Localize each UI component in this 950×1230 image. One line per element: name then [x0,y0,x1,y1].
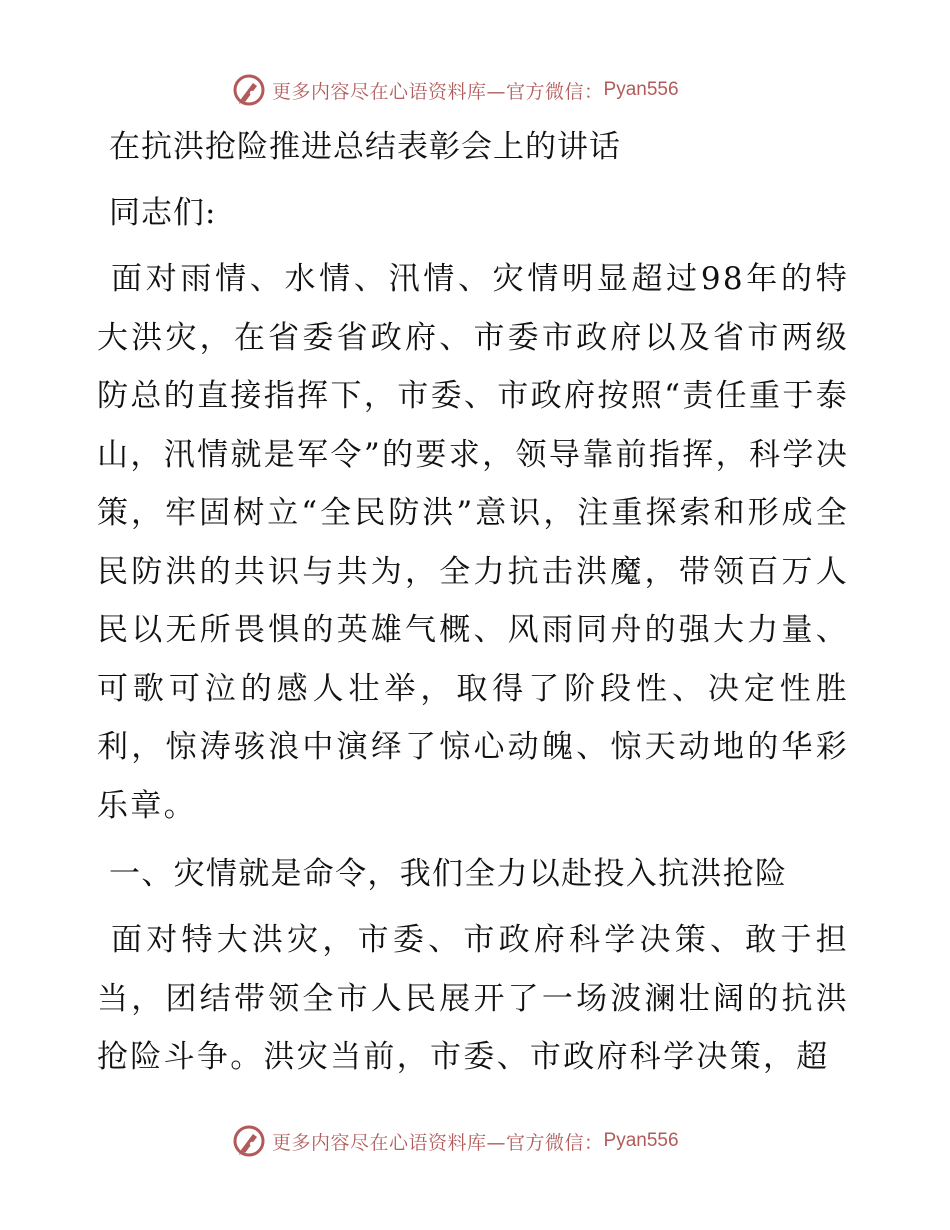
paragraph-1: 面对雨情、水情、汛情、灾情明显超过98年的特大洪灾，在省委省政府、市委市政府以及省市两级防总的直接指挥下，市委、市政府按照“责任重于泰山，汛情就是军令”的要求，领导靠前指挥，科学决策，牢固树立“全民防洪”意识，注重探索和形成全民防洪的共识与共为，全力抗击洪魔，带领百万人民以无所畏惧的英雄气概、风雨同舟的强大力量、可歌可泣的感人壮举，取得了阶段性、决定性胜利，惊涛骇浪中演绎了惊心动魄、惊天动地的华彩乐章。 [97,261,849,824]
document-body [97,118,849,1087]
watermark-wechat-id: Pyan556 [603,79,679,100]
footer-watermark [232,1123,679,1159]
header-watermark [232,72,679,108]
document-title: 在抗洪抢险推进总结表彰会上的讲话 [109,129,621,165]
watermark-wechat-id: Pyan556 [603,1130,679,1151]
section-1-heading: 一、灾情就是命令，我们全力以赴投入抗洪抢险 [109,856,788,892]
pen-logo-icon [232,1124,266,1158]
pen-logo-icon [232,73,266,107]
watermark-text: 更多内容尽在心语资料库—官方微信： [272,1131,604,1154]
watermark-text: 更多内容尽在心语资料库—官方微信： [272,80,604,103]
salutation: 同志们: [109,195,217,231]
paragraph-2: 面对特大洪灾，市委、市政府科学决策、敢于担当，团结带领全市人民展开了一场波澜壮阔的抗洪抢险斗争。洪灾当前，市委、市政府科学决策，超 [97,922,849,1075]
